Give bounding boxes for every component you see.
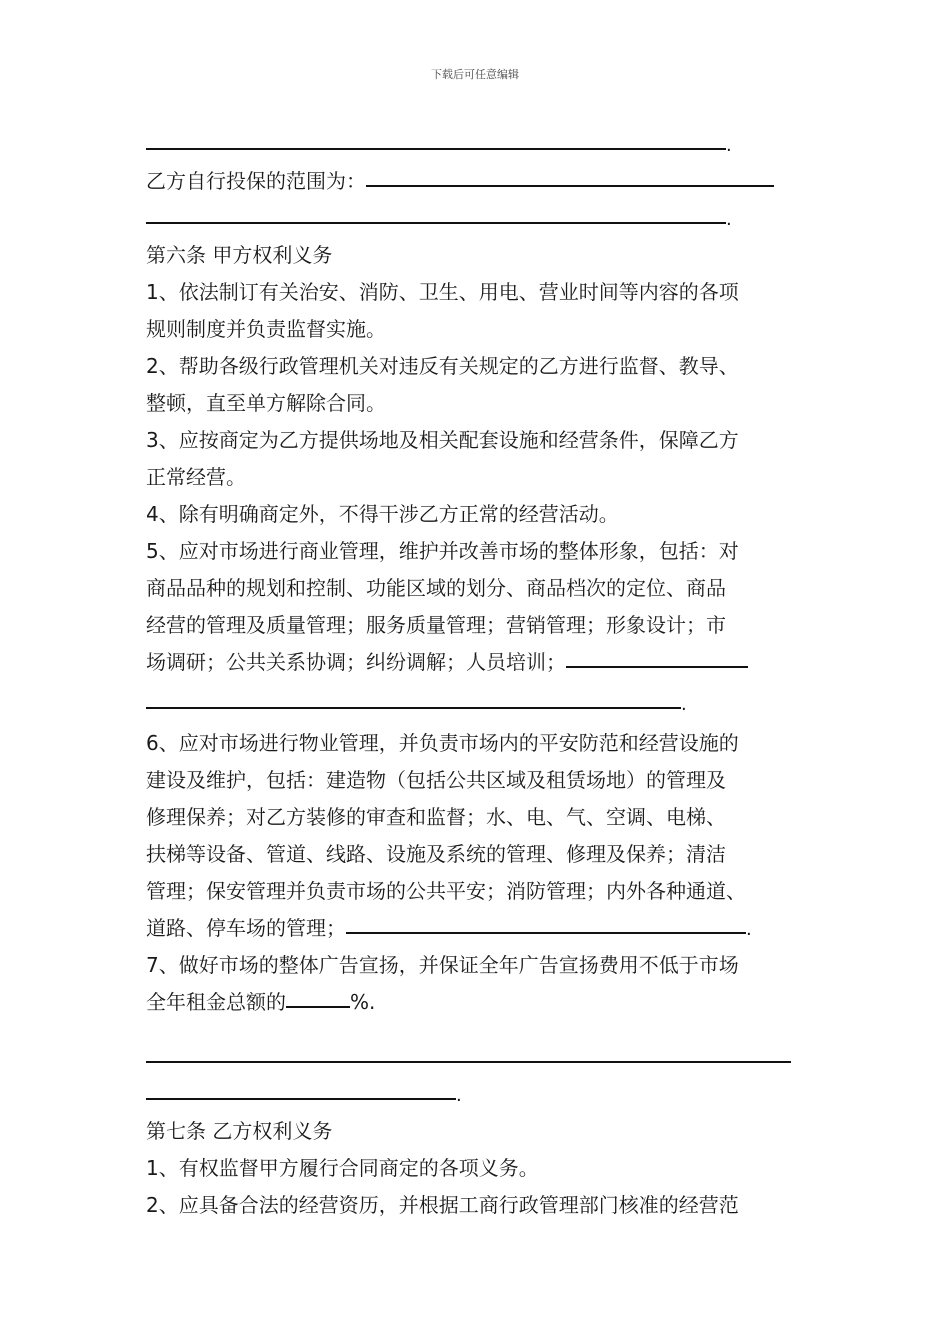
fill-blank	[286, 1006, 350, 1008]
text-line: 2、帮助各级行政管理机关对违反有关规定的乙方进行监督、教导、	[146, 354, 739, 378]
text-line: 修理保养；对乙方装修的审查和监督；水、电、气、空调、电梯、	[146, 805, 726, 829]
document-body	[146, 126, 811, 1224]
line-text: 道路、停车场的管理；	[146, 916, 346, 940]
fill-blank	[566, 666, 748, 668]
page-header: 下载后可任意编辑	[431, 68, 519, 81]
text-line: 1、有权监督甲方履行合同商定的各项义务。	[146, 1156, 539, 1180]
text-line	[146, 163, 811, 200]
text-line	[146, 126, 811, 163]
line-text: 乙方自行投保的范围为：	[146, 169, 366, 193]
text-line	[146, 644, 811, 681]
text-line: 5、应对市场进行商业管理，维护并改善市场的整体形象，包括：对	[146, 539, 739, 563]
text-line: 4、除有明确商定外，不得干涉乙方正常的经营活动。	[146, 502, 619, 526]
fill-blank	[146, 1098, 456, 1100]
text-line	[146, 910, 811, 947]
text-line: 1、依法制订有关治安、消防、卫生、用电、营业时间等内容的各项	[146, 280, 739, 304]
text-line: 3、应按商定为乙方提供场地及相关配套设施和经营条件，保障乙方	[146, 428, 739, 452]
line-suffix: .	[726, 135, 732, 156]
text-line: 商品品种的规划和控制、功能区域的划分、商品档次的定位、商品	[146, 576, 726, 600]
line-suffix: .	[746, 919, 752, 940]
text-line: 正常经营。	[146, 465, 246, 489]
fill-blank	[146, 222, 726, 224]
text-line	[146, 1039, 811, 1076]
fill-blank	[146, 1061, 791, 1063]
text-line: 7、做好市场的整体广告宣扬，并保证全年广告宣扬费用不低于市场	[146, 953, 739, 977]
line-suffix: .	[681, 694, 687, 715]
line-text: 场调研；公共关系协调；纠纷调解；人员培训；	[146, 650, 566, 674]
line-suffix: %.	[350, 990, 376, 1014]
text-line: 6、应对市场进行物业管理，并负责市场内的平安防范和经营设施的	[146, 731, 739, 755]
fill-blank	[366, 185, 774, 187]
text-line	[146, 200, 811, 237]
text-line: 管理；保安管理并负责市场的公共平安；消防管理；内外各种通道、	[146, 879, 746, 903]
fill-blank	[146, 707, 681, 709]
text-line: 规则制度并负责监督实施。	[146, 317, 386, 341]
text-line	[146, 1076, 811, 1113]
fill-blank	[346, 932, 746, 934]
text-line	[146, 681, 811, 725]
text-line: 扶梯等设备、管道、线路、设施及系统的管理、修理及保养；清洁	[146, 842, 726, 866]
text-line	[146, 984, 811, 1021]
line-text: 全年租金总额的	[146, 990, 286, 1014]
section-heading: 第七条 乙方权利义务	[146, 1119, 333, 1143]
text-line: 经营的管理及质量管理；服务质量管理；营销管理；形象设计；市	[146, 613, 726, 637]
section-heading: 第六条 甲方权利义务	[146, 243, 333, 267]
text-line: 整顿，直至单方解除合同。	[146, 391, 386, 415]
text-line: 2、应具备合法的经营资历，并根据工商行政管理部门核准的经营范	[146, 1193, 739, 1217]
fill-blank	[146, 148, 726, 150]
text-line: 建设及维护，包括：建造物（包括公共区域及租赁场地）的管理及	[146, 768, 726, 792]
line-suffix: .	[456, 1085, 462, 1106]
line-suffix: .	[726, 209, 732, 230]
